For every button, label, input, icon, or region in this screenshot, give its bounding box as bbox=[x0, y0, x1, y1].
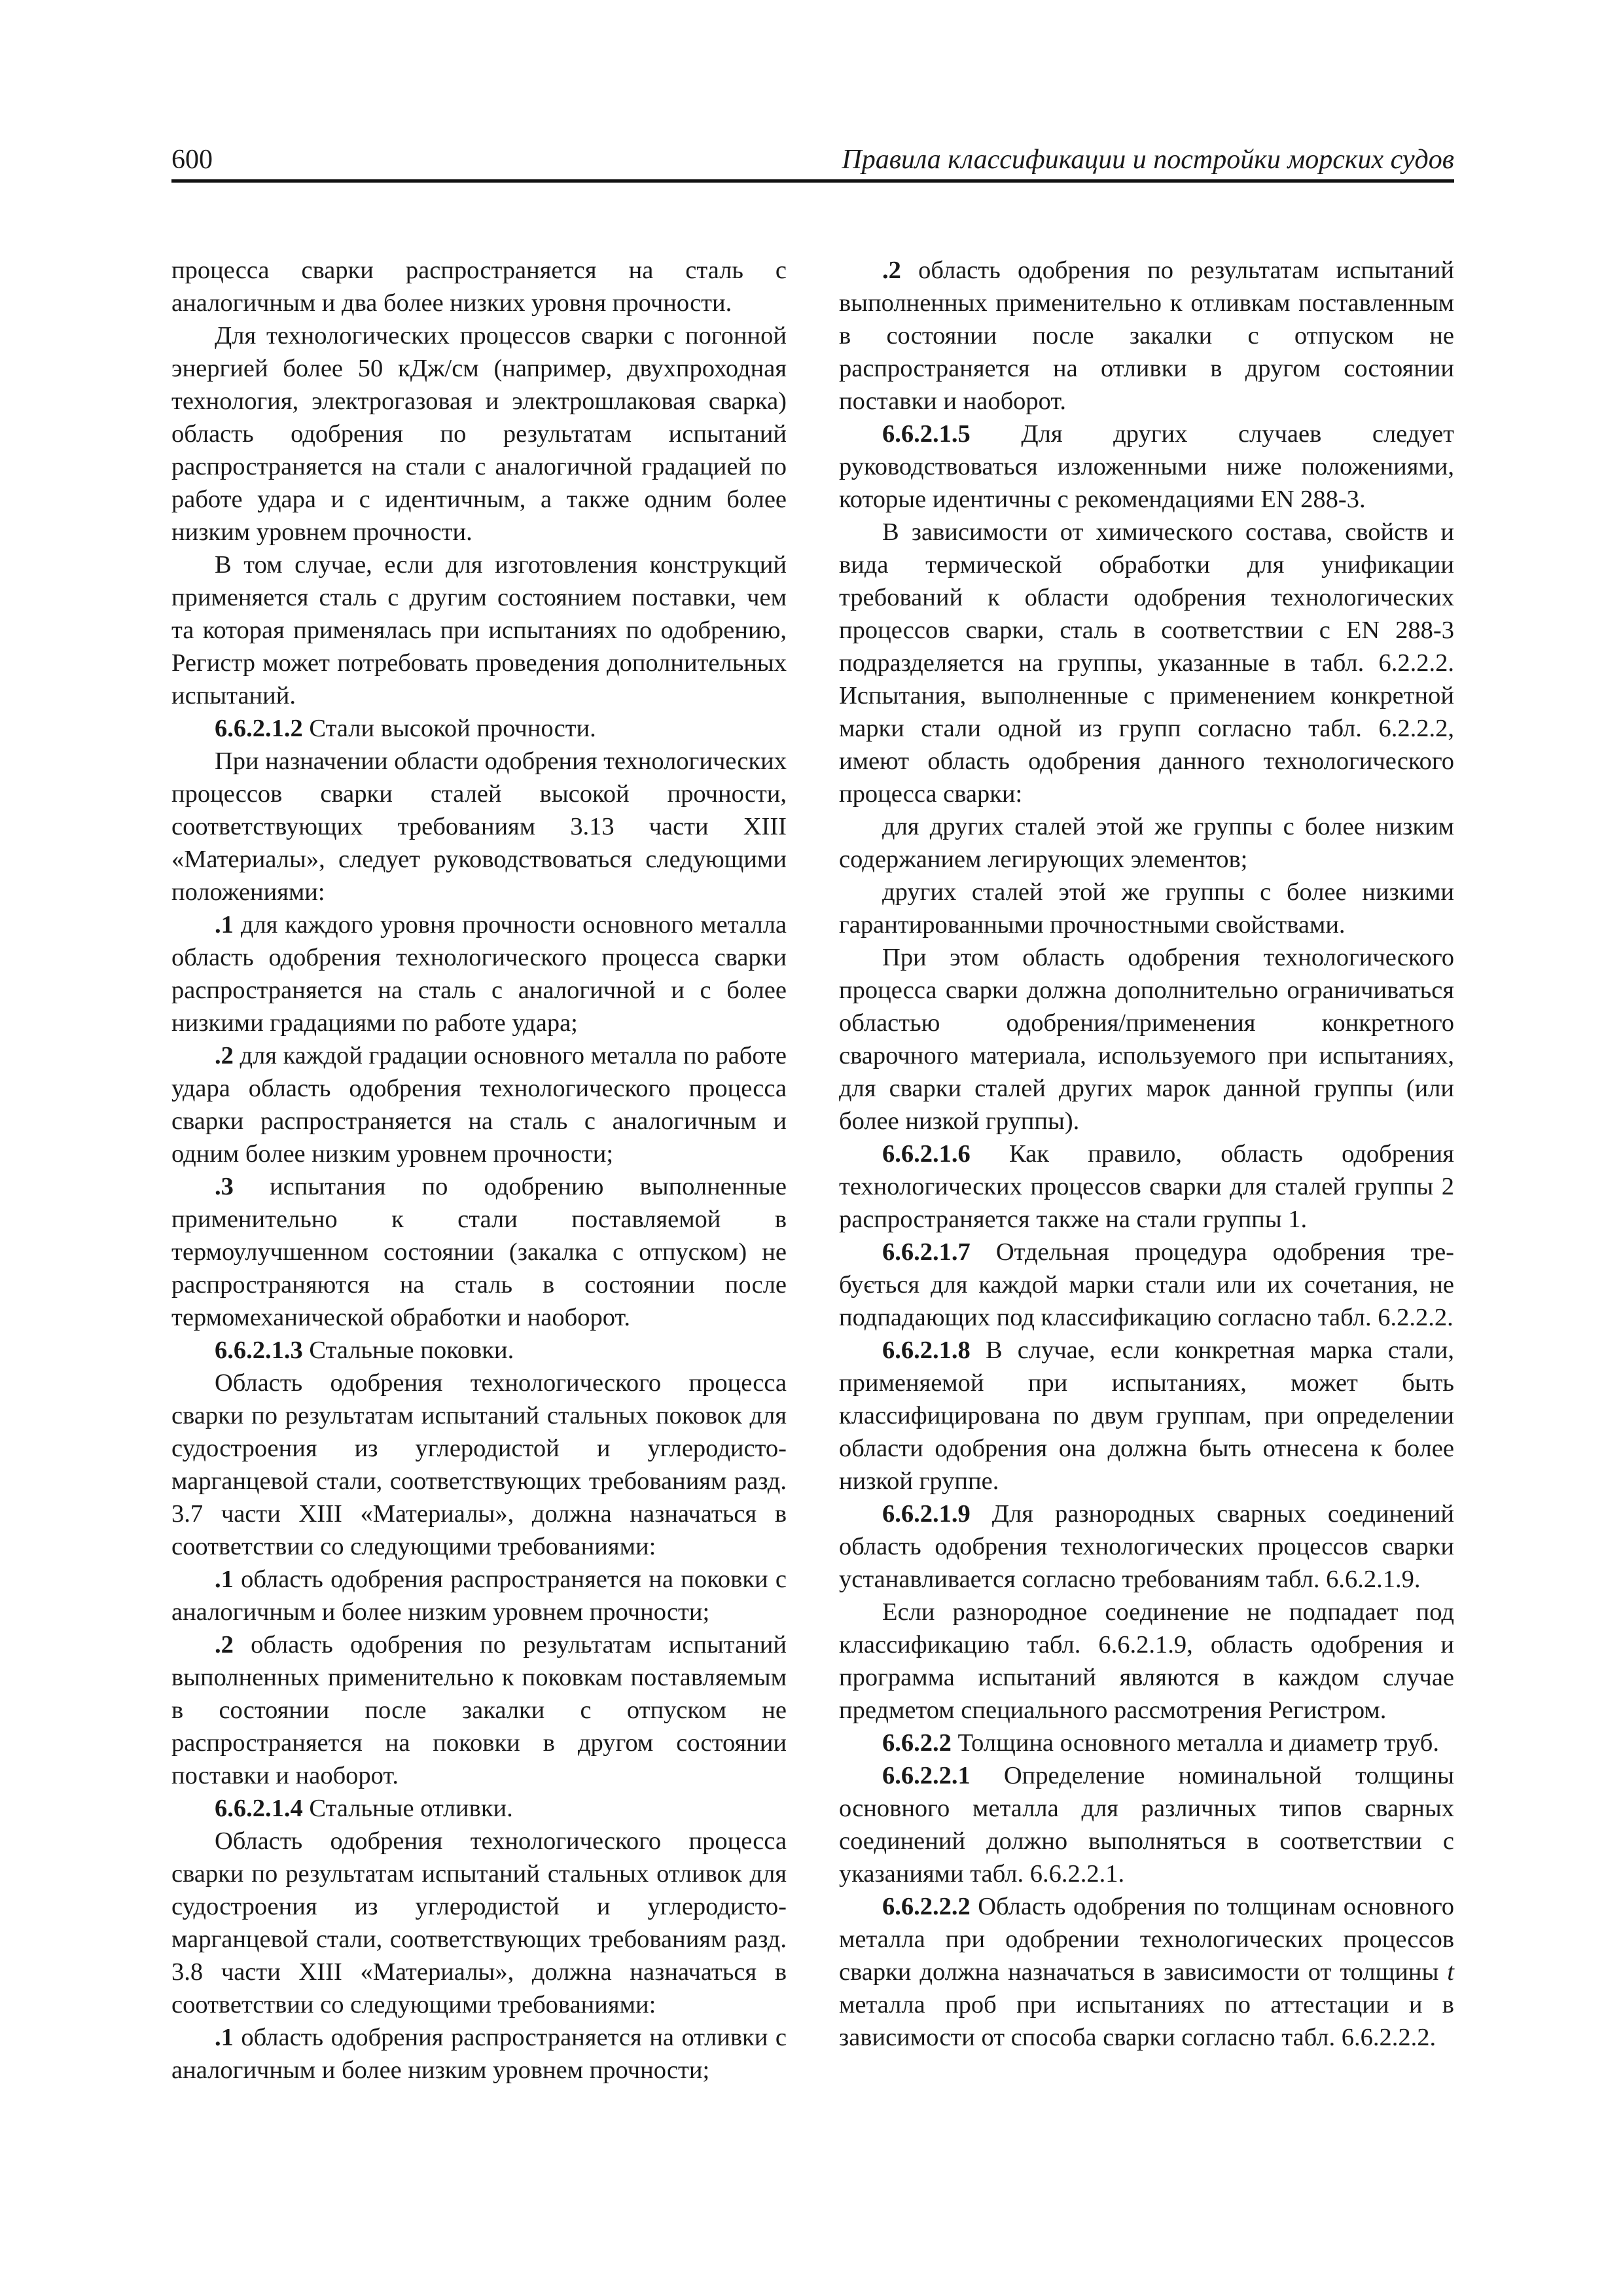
section-text: Определение номинальной толщины основного металла для различных типов сварных соединений должно выполняться в соответствии с указаниями табл. 6.6.2.2.1. bbox=[839, 1762, 1454, 1888]
section-text: Отдельная процедура одобрения тре-бується для каждой марки стали или их сочетания, не подпадающих под классификацию согласно табл. 6.2.2.2. bbox=[839, 1238, 1454, 1331]
paragraph: При назначении области одобрения технологических процессов сварки сталей высокой прочности, соответствующих требованиям 3.13 части XIII «Материалы», следует руководствоваться следующими положениями: bbox=[171, 747, 787, 906]
section-paragraph bbox=[839, 1890, 1454, 2054]
list-item bbox=[171, 1170, 787, 1334]
item-number: .1 bbox=[215, 2024, 234, 2051]
list-item bbox=[171, 908, 787, 1039]
section-number: 6.6.2.1.4 bbox=[215, 1795, 303, 1822]
item-text: область одобрения по результатам испытаний выполненных применительно к отливкам поставленным в состоянии после закалки с отпуском не распространяется на отливки в другом состоянии поставки и наоборот. bbox=[839, 257, 1454, 415]
list-item bbox=[171, 1563, 787, 1628]
section-number: 6.6.2.1.2 bbox=[215, 715, 303, 742]
section-text: В случае, если конкретная марка стали, применяемой при испытаниях, может быть классифицирована по двум группам, при определении области одобрения она должна быть отнесена к более низкой группе. bbox=[839, 1336, 1454, 1495]
item-number: .1 bbox=[215, 911, 234, 939]
section-text: Для других случаев следует руководствоваться изложенными ниже положениями, которые идентичны с рекомендациями EN 288-3. bbox=[839, 420, 1454, 513]
section-number: 6.6.2.1.6 bbox=[882, 1140, 971, 1168]
section-number: 6.6.2.2.1 bbox=[882, 1762, 971, 1789]
section-number: 6.6.2.1.3 bbox=[215, 1336, 303, 1364]
section-text: Как правило, область одобрения технологических процессов сварки для сталей группы 2 распространяется также на стали группы 1. bbox=[839, 1140, 1454, 1233]
paragraph: Если разнородное соединение не подпадает под классификацию табл. 6.6.2.1.9, область одобрения и программа испытаний являются в каждом случае предметом специального рассмотрения Регистром. bbox=[839, 1598, 1454, 1724]
paragraph: При этом область одобрения технологического процесса сварки должна дополнительно ограничиваться областью одобрения/применения конкретного сварочного материала, используемого при испытаниях, для сварки сталей других марок данной группы (или более низкой группы). bbox=[839, 944, 1454, 1135]
page-number: 600 bbox=[171, 145, 213, 175]
section-text: Стальные поковки. bbox=[302, 1336, 514, 1364]
section-paragraph bbox=[839, 1334, 1454, 1498]
list-item bbox=[171, 1039, 787, 1170]
section-number: 6.6.2.2 bbox=[882, 1729, 952, 1757]
section-paragraph bbox=[839, 418, 1454, 516]
list-item bbox=[839, 254, 1454, 418]
paragraph: Область одобрения технологического процесса сварки по результатам испытаний стальных поковок для судостроения из углеродистой и углеродисто-марганцевой стали, соответствующих требованиям разд. 3.7 части XIII «Материалы», должна назначаться в соответствии со следующими требованиями: bbox=[171, 1369, 787, 1560]
list-item bbox=[171, 2021, 787, 2087]
section-number: 6.6.2.1.5 bbox=[882, 420, 971, 448]
section-text: Стальные отливки. bbox=[302, 1795, 513, 1822]
section-paragraph bbox=[171, 1792, 787, 1825]
paragraph: Для технологических процессов сварки с погонной энергией более 50 кДж/см (например, двухпроходная технология, электрогазовая и электрошлаковая сварка) область одобрения по результатам испытаний распространяется на стали с аналогичной градацией по работе удара и с идентичным, а также одним более низким уровнем прочности. bbox=[171, 322, 787, 546]
section-paragraph bbox=[839, 1498, 1454, 1596]
page-header bbox=[171, 143, 1454, 183]
item-number: .2 bbox=[882, 257, 901, 284]
section-number: 6.6.2.1.7 bbox=[882, 1238, 971, 1266]
item-number: .3 bbox=[215, 1173, 234, 1200]
left-column bbox=[171, 254, 787, 2087]
section-text: Для разнородных сварных соединений область одобрения технологических процессов сварки устанавливается согласно требованиям табл. 6.6.2.1.9. bbox=[839, 1500, 1454, 1593]
section-paragraph bbox=[171, 1334, 787, 1367]
section-paragraph bbox=[839, 1759, 1454, 1890]
section-text: Область одобрения по толщинам основного металла при одобрении технологических процессов сварки должна назначаться в зависимости от толщины bbox=[839, 1893, 1454, 1986]
paragraph: процесса сварки распространяется на сталь с аналогичным и два более низких уровня прочности. bbox=[171, 257, 787, 317]
paragraph: В зависимости от химического состава, свойств и вида термической обработки для унификации требований к области одобрения технологических процессов сварки, сталь в соответствии с EN 288-3 подразделяется на группы, указанные в табл. 6.2.2.2. Испытания, выполненные с применением конкретной марки стали одной из групп согласно табл. 6.2.2.2, имеют область одобрения данного технологического процесса сварки: bbox=[839, 518, 1454, 808]
item-number: .2 bbox=[215, 1631, 234, 1659]
section-paragraph bbox=[839, 1727, 1454, 1759]
section-number: 6.6.2.1.8 bbox=[882, 1336, 971, 1364]
list-item bbox=[171, 1628, 787, 1792]
item-text: испытания по одобрению выполненные применительно к стали поставляемой в термоулучшенном состоянии (закалка с отпуском) не распространяются на сталь в состоянии после термомеханической обработки и наоборот. bbox=[171, 1173, 787, 1331]
section-text: Толщина основного металла и диаметр труб. bbox=[951, 1729, 1439, 1757]
paragraph: В том случае, если для изготовления конструкций применяется сталь с другим состоянием поставки, чем та которая применялась при испытаниях по одобрению, Регистр может потребовать проведения дополнительных испытаний. bbox=[171, 551, 787, 709]
item-text: для каждой градации основного металла по работе удара область одобрения технологического процесса сварки распространяется на сталь с аналогичным и одним более низким уровнем прочности; bbox=[171, 1042, 787, 1168]
section-number: 6.6.2.2.2 bbox=[882, 1893, 971, 1920]
item-text: для каждого уровня прочности основного металла область одобрения технологического процесса сварки распространяется на сталь с аналогичной и с более низкими градациями по работе удара; bbox=[171, 911, 787, 1037]
section-paragraph bbox=[171, 712, 787, 745]
section-text: металла проб при испытаниях по аттестации и в зависимости от способа сварки согласно табл. 6.6.2.2.2. bbox=[839, 1991, 1454, 2051]
item-number: .2 bbox=[215, 1042, 234, 1069]
item-number: .1 bbox=[215, 1566, 234, 1593]
item-text: область одобрения распространяется на поковки с аналогичным и более низким уровнем прочности; bbox=[171, 1566, 787, 1626]
item-text: область одобрения по результатам испытаний выполненных применительно к поковкам поставляемым в состоянии после закалки с отпуском не распространяется на поковки в другом состоянии поставки и наоборот. bbox=[171, 1631, 787, 1789]
right-column bbox=[839, 254, 1454, 2054]
section-paragraph bbox=[839, 1236, 1454, 1334]
item-text: область одобрения распространяется на отливки с аналогичным и более низким уровнем прочности; bbox=[171, 2024, 787, 2084]
section-paragraph bbox=[839, 1138, 1454, 1236]
paragraph: Область одобрения технологического процесса сварки по результатам испытаний стальных отливок для судостроения из углеродистой и углеродисто-марганцевой стали, соответствующих требованиям разд. 3.8 части XIII «Материалы», должна назначаться в соответствии со следующими требованиями: bbox=[171, 1827, 787, 2018]
paragraph: других сталей этой же группы с более низкими гарантированными прочностными свойствами. bbox=[839, 878, 1454, 939]
section-text: Стали высокой прочности. bbox=[302, 715, 596, 742]
variable-t: t bbox=[1447, 1958, 1454, 1986]
section-number: 6.6.2.1.9 bbox=[882, 1500, 971, 1528]
running-title: Правила классификации и постройки морских судов bbox=[842, 145, 1454, 175]
paragraph: для других сталей этой же группы с более низким содержанием легирующих элементов; bbox=[839, 813, 1454, 873]
